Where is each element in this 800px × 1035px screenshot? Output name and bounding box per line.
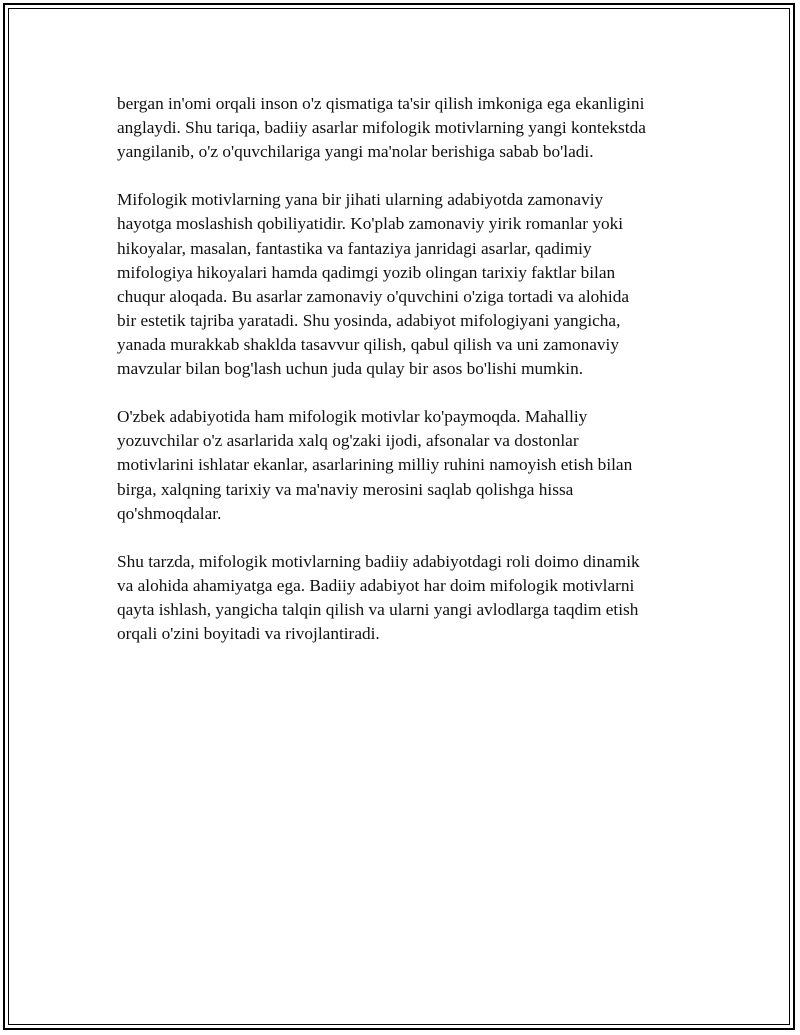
text-line: anglaydi. Shu tariqa, badiiy asarlar mifologik motivlarning yangi kontekstda — [117, 118, 646, 138]
text-line: bir estetik tajriba yaratadi. Shu yosinda, adabiyot mifologiyani yangicha, — [117, 310, 621, 330]
text-line: qayta ishlash, yangicha talqin qilish va ularni yangi avlodlarga taqdim etish — [117, 599, 639, 619]
text-line: Shu tarzda, mifologik motivlarning badiiy adabiyotdagi roli doimo dinamik — [117, 551, 640, 571]
text-line: birga, xalqning tarixiy va ma'naviy merosini saqlab qolishga hissa — [117, 479, 574, 499]
text-line: orqali o'zini boyitadi va rivojlantiradi. — [117, 624, 380, 644]
text-line: qo'shmoqdalar. — [117, 503, 222, 523]
text-line: yangilanib, o'z o'quvchilariga yangi ma'nolar berishiga sabab bo'ladi. — [117, 142, 594, 162]
paragraph-3 — [117, 405, 677, 525]
paragraph-4 — [117, 550, 677, 646]
text-line: hikoyalar, masalan, fantastika va fantaziya janridagi asarlar, qadimiy — [117, 238, 592, 258]
text-line: yozuvchilar o'z asarlarida xalq og'zaki ijodi, afsonalar va dostonlar — [117, 431, 579, 451]
text-line: mavzular bilan bog'lash uchun juda qulay bir asos bo'lishi mumkin. — [117, 359, 584, 379]
text-line: chuqur aloqada. Bu asarlar zamonaviy o'quvchini o'ziga tortadi va alohida — [117, 286, 630, 306]
text-line: Mifologik motivlarning yana bir jihati ularning adabiyotda zamonaviy — [117, 190, 604, 210]
text-line: hayotga moslashish qobiliyatidir. Ko'plab zamonaviy yirik romanlar yoki — [117, 214, 624, 234]
text-line: bergan in'omi orqali inson o'z qismatiga ta'sir qilish imkoniga ega ekanligini — [117, 94, 645, 113]
document-body — [117, 92, 677, 670]
text-line: mifologiya hikoyalari hamda qadimgi yozib olingan tarixiy faktlar bilan — [117, 262, 616, 282]
text-line: motivlarini ishlatar ekanlar, asarlarining milliy ruhini namoyish etish bilan — [117, 455, 633, 475]
paragraph-1 — [117, 92, 677, 164]
text-line: va alohida ahamiyatga ega. Badiiy adabiyot har doim mifologik motivlarni — [117, 575, 635, 595]
text-line: yanada murakkab shaklda tasavvur qilish, qabul qilish va uni zamonaviy — [117, 334, 619, 354]
paragraph-2 — [117, 188, 677, 381]
text-line: O'zbek adabiyotida ham mifologik motivlar ko'paymoqda. Mahalliy — [117, 407, 588, 427]
